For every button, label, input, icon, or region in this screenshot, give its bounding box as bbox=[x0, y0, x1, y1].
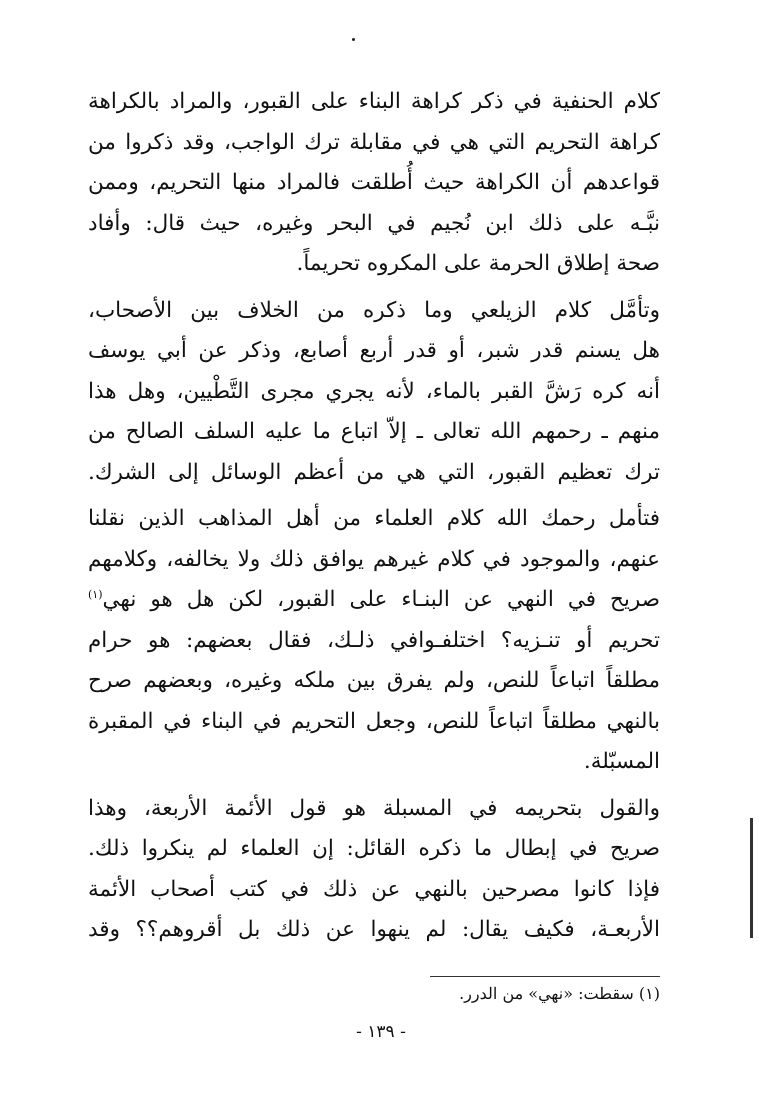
text-line bbox=[88, 580, 660, 621]
paragraph-3 bbox=[88, 499, 660, 783]
text-line: بالنهي مطلقاً اتباعاً للنص، وجعل التحريم في البناء في المقبرة bbox=[88, 708, 660, 734]
text-line: مطلقاً اتباعاً للنص، ولم يفرق بين ملكه وغيره، وبعضهم صرح bbox=[88, 668, 660, 693]
paragraph-4 bbox=[88, 789, 660, 951]
text-line: تحريم أو تنـزيه؟ اختلفـوافي ذلـك، فقال بعضهم: هو حرام bbox=[88, 627, 660, 653]
text-line: نبَّـه على ذلك ابن نُجيم في البحر وغيره، حيث قال: وأفاد bbox=[88, 210, 660, 236]
text-line: كلام الحنفية في ذكر كراهة البناء على القبور، والمراد بالكراهة bbox=[88, 89, 660, 114]
text-line: كراهة التحريم التي هي في مقابلة ترك الواجب، وقد ذكروا من bbox=[88, 129, 660, 155]
text-line: عنهم، والموجود في كلام غيرهم يوافق ذلك ولا يخالفه، وكلامهم bbox=[88, 546, 660, 572]
text-line: فإذا كانوا مصرحين بالنهي عن ذلك في كتب أصحاب الأئمة bbox=[88, 876, 660, 902]
text-line: والقول بتحريمه في المسبلة هو قول الأئمة الأربعة، وهذا bbox=[88, 795, 660, 821]
text-line: صريح في إبطال ما ذكره القائل: إن العلماء لم ينكروا ذلك. bbox=[88, 836, 660, 861]
text-line: المسبّلة. bbox=[583, 749, 660, 774]
text-line: فتأمل رحمك الله كلام العلماء من أهل المذاهب الذين نقلنا bbox=[88, 506, 660, 531]
ink-dot bbox=[352, 38, 355, 41]
main-text bbox=[88, 82, 660, 951]
text-line: ترك تعظيم القبور، التي هي من أعظم الوسائل إلى الشرك. bbox=[88, 459, 660, 485]
footnote: (١) سقطت: «نهي» من الدرر. bbox=[459, 984, 660, 1003]
paragraph-1 bbox=[88, 82, 660, 285]
footnote-reference: (١) bbox=[88, 587, 103, 601]
text-line: قواعدهم أن الكراهة حيث أُطلقت فالمراد منها التحريم، وممن bbox=[88, 170, 660, 195]
paragraph-2 bbox=[88, 291, 660, 494]
text-line: وتأمَّل كلام الزيلعي وما ذكره من الخلاف بين الأصحاب، bbox=[88, 297, 660, 323]
text-line: هل يسنم قدر شبر، أو قدر أربع أصابع، وذكر عن أبي يوسف bbox=[88, 338, 660, 363]
footnote-separator bbox=[430, 976, 660, 977]
text-line: أنه كره رَشَّ القبر بالماء، لأنه يجري مجرى التَّطْيين، وهل هذا bbox=[88, 378, 660, 404]
text-line: منهم ـ رحمهم الله تعالى ـ إلاّ اتباع ما عليه السلف الصالح من bbox=[88, 419, 660, 444]
text-line-content: صريح في النهي عن البنـاء على القبور، لكن هل هو نهي bbox=[102, 587, 660, 612]
page-number: - ١٣٩ - bbox=[356, 1022, 406, 1042]
text-line: الأربعـة، فكيف يقال: لم ينهوا عن ذلك بل أقروهم؟؟ وقد bbox=[88, 917, 660, 942]
text-line: صحة إطلاق الحرمة على المكروه تحريماً. bbox=[296, 251, 660, 276]
scan-edge-mark bbox=[750, 818, 753, 938]
